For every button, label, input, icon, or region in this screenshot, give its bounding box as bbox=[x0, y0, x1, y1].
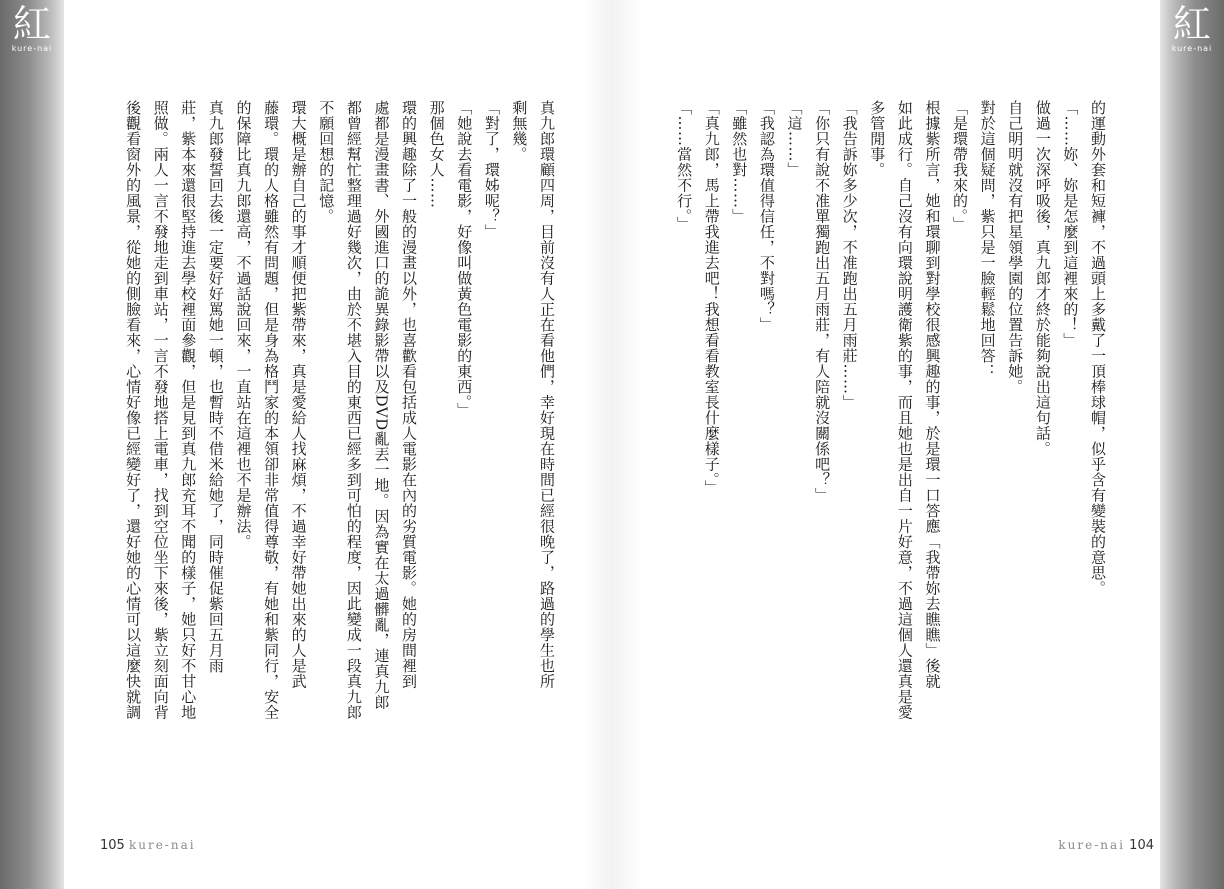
text-line: 真九郎環顧四周，目前沒有人正在看他們，幸好現在時間已經很晚了，路過的學生也所 bbox=[538, 100, 556, 689]
page-fold-shadow bbox=[582, 0, 642, 889]
text-line: 「我告訴妳多少次，不准跑出五月雨莊……」 bbox=[840, 100, 859, 410]
emblem-glyph: 紅 bbox=[12, 2, 51, 46]
text-line: 如此成行。自己沒有向環說明護衛紫的事，而且她也是出自一片好意，不過這個人還真是愛 bbox=[895, 100, 914, 720]
right-page-body bbox=[651, 100, 1111, 800]
emblem-subtitle: kure-nai bbox=[11, 44, 53, 53]
right-page-folio bbox=[1058, 838, 1154, 853]
text-line: 「對了，環姊呢？」 bbox=[482, 100, 501, 240]
text-line: 那個色女人…… bbox=[427, 100, 446, 209]
text-line: 環的興趣除了一般的漫畫以外，也喜歡看包括成人電影在內的劣質電影。她的房間裡到 bbox=[400, 100, 419, 689]
text-line: 「……當然不行。」 bbox=[675, 100, 694, 232]
emblem-subtitle: kure-nai bbox=[1171, 44, 1213, 53]
page-number: 104 bbox=[1129, 838, 1154, 853]
text-line: 「真九郎，馬上帶我進去吧！我想看看教室長什麼樣子。」 bbox=[702, 100, 721, 496]
text-line: 的運動外套和短褲，不過頭上多戴了一頂棒球帽，似乎含有變裝的意思。 bbox=[1089, 100, 1107, 596]
left-margin-band bbox=[0, 0, 64, 889]
text-line: 「這……」 bbox=[785, 100, 804, 178]
text-line: 處都是漫畫書、外國進口的詭異錄影帶以及DVD亂丟一地。因為實在太過髒亂，連真九郎 bbox=[372, 100, 391, 710]
text-line: 「……妳、妳是怎麼到這裡來的！」 bbox=[1061, 100, 1080, 348]
text-line: 剩無幾。 bbox=[510, 100, 529, 162]
magazine-name: kure-nai bbox=[1058, 838, 1126, 852]
text-line: 後觀看窗外的風景，從她的側臉看來，心情好像已經變好了，還好她的心情可以這麼快就調 bbox=[124, 100, 143, 720]
text-line: 環大概是辦自己的事才順便把紫帶來，真是愛給人找麻煩，不過幸好帶她出來的人是武 bbox=[289, 100, 308, 689]
left-page-folio bbox=[100, 838, 196, 853]
text-line: 做過一次深呼吸後，真九郎才終於能夠說出這句話。 bbox=[1033, 100, 1052, 457]
text-line: 不願回想的記憶。 bbox=[317, 100, 336, 224]
text-line: 真九郎發誓回去後一定要好好罵她一頓，也暫時不借米給她了，同時催促紫回五月雨 bbox=[206, 100, 225, 674]
text-line: 「我認為環值得信任，不對嗎？」 bbox=[757, 100, 776, 333]
emblem-glyph: 紅 bbox=[1172, 2, 1211, 46]
page-number: 105 bbox=[100, 838, 125, 853]
text-line: 的保障比真九郎還高，不過話說回來，一直站在這裡也不是辦法。 bbox=[234, 100, 253, 550]
text-line: 都曾經幫忙整理過好幾次，由於不堪入目的東西已經多到可怕的程度，因此變成一段真九郎 bbox=[344, 100, 363, 720]
text-line: 「她說去看電影，好像叫做黃色電影的東西。」 bbox=[455, 100, 474, 418]
left-page-body bbox=[100, 100, 560, 800]
text-line: 對於這個疑問，紫只是一臉輕鬆地回答： bbox=[978, 100, 997, 379]
text-line: 照做。兩人一言不發地走到車站，一言不發地搭上電車，找到空位坐下來後，紫立刻面向背 bbox=[151, 100, 170, 720]
text-line: 根據紫所言，她和環聊到對學校很感興趣的事，於是環一口答應「我帶妳去瞧瞧」後就 bbox=[923, 100, 942, 689]
text-line: 「你只有說不准單獨跑出五月雨莊，有人陪就沒關係吧？」 bbox=[813, 100, 832, 503]
right-margin-band bbox=[1160, 0, 1224, 889]
text-line: 藤環。環的人格雖然有問題，但是身為格鬥家的本領卻非常值得尊敬，有她和紫同行，安全 bbox=[262, 100, 281, 720]
text-line: 莊，紫本來還很堅持進去學校裡面參觀，但是見到真九郎充耳不聞的樣子，她只好不甘心地 bbox=[179, 100, 198, 720]
text-line: 「雖然也對……」 bbox=[730, 100, 749, 224]
text-line: 「是環帶我來的。」 bbox=[951, 100, 970, 232]
magazine-name: kure-nai bbox=[128, 838, 196, 852]
text-line: 多管閒事。 bbox=[868, 100, 887, 178]
text-line: 自己明明就沒有把星領學園的位置告訴她。 bbox=[1006, 100, 1025, 395]
